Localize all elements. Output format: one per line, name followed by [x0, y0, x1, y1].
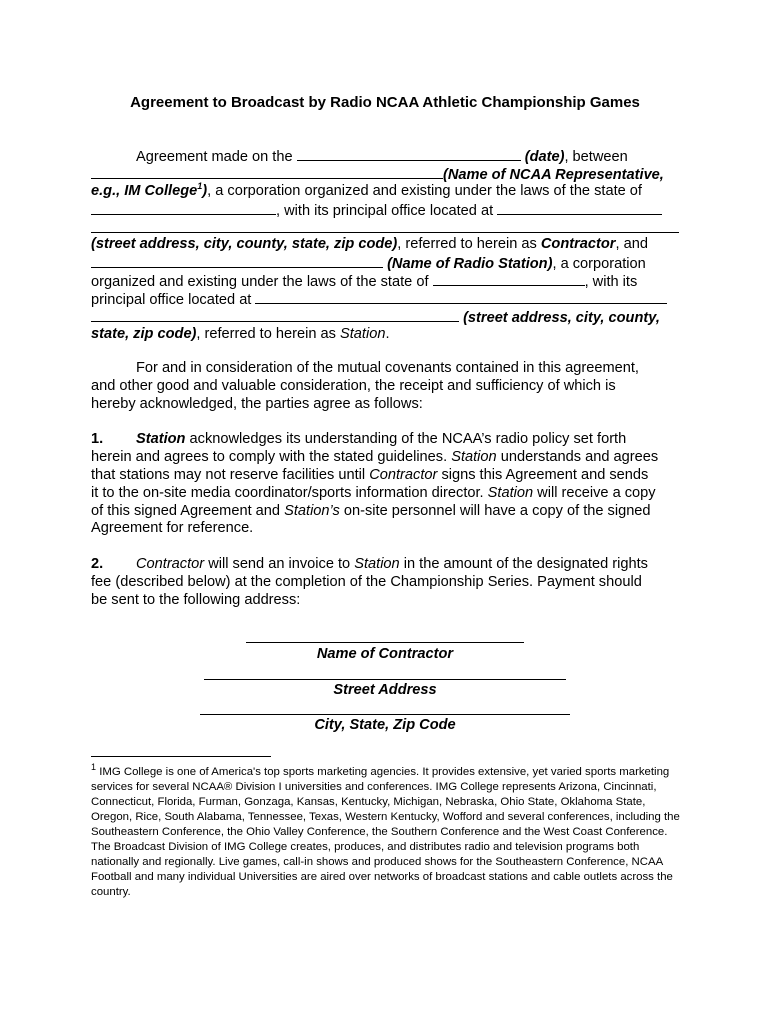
contractor-name-line[interactable]	[246, 642, 524, 643]
office-location-field[interactable]	[497, 201, 662, 215]
clause-1-line-4b: Station	[487, 484, 534, 501]
radio-station-name-field[interactable]	[91, 254, 383, 268]
clause-1-line-5c: on-site personnel will have a copy of the signed	[343, 502, 651, 519]
clause-2-line-2: fee (described below) at the completion of the Championship Series. Payment should	[91, 573, 642, 590]
principal-located-text: principal office located at	[91, 292, 252, 309]
clause-1-number: 1.	[91, 431, 104, 447]
clause-1-station: Station	[136, 431, 186, 447]
footnote-mark: 1	[91, 762, 97, 773]
street-address-line[interactable]	[204, 679, 566, 680]
clause-1-line-1: acknowledges its understanding of the NCAA’s radio policy set forth	[189, 431, 627, 447]
city-state-zip-label: City, State, Zip Code	[314, 717, 456, 733]
contractor-name-label: Name of Contractor	[316, 646, 454, 662]
clause-1-line-2c: understands and agrees	[500, 448, 659, 465]
clause-1-line-2b: Station	[451, 448, 497, 465]
footnote-reference[interactable]: 1	[197, 180, 203, 191]
clause-2-line-1a: will send an invoice to	[208, 556, 351, 572]
address-label: (street address, city, county, state, zip code)	[91, 236, 398, 253]
clause-1-line-5b: Station’s	[284, 502, 340, 519]
clause-1-line-5a: of this signed Agreement and	[91, 502, 281, 519]
page-title: Agreement to Broadcast by Radio NCAA Athletic Championship Games	[130, 94, 640, 111]
organized-text: organized and existing under the laws of the state of	[91, 274, 429, 291]
consideration-paragraph	[91, 360, 679, 414]
radio-station-label: (Name of Radio Station)	[387, 256, 553, 273]
clause-1-line-3a: that stations may not reserve facilities until	[91, 466, 366, 483]
clause-1-line-6: Agreement for reference.	[91, 520, 254, 537]
principal-office-text: , with its principal office located at	[276, 202, 494, 219]
station-state-field[interactable]	[433, 272, 585, 286]
clause-1-line-3b: Contractor	[369, 466, 438, 483]
station-address-label-2: state, zip code)	[91, 325, 197, 342]
office-location-field-2[interactable]	[91, 219, 679, 233]
clause-1	[91, 431, 679, 538]
footnote-separator	[91, 756, 271, 757]
clause-2	[91, 556, 679, 610]
station-address-label: (street address, city, county,	[463, 310, 660, 327]
representative-label: (Name of NCAA Representative,	[443, 166, 664, 183]
footnote-text: IMG College is one of America's top sports marketing agencies. It provides extensive, yet varied sports marketing services for several NCAA® Division I universities and conferences. IMG College represents Arizona, Cincinnati, Connecticut, Florida, Furman, Gonzaga, Kansas, Kentucky, Michigan, Nebraska, Ohio State, Oklahoma State, Oregon, Rice, South Alabama, Tennessee, Texas, Western Kentucky, Wofford and several conferences, including the Southeastern Conference, the Ohio Valley Conference, the Southern Conference and the West Coast Conference. The Broadcast Division of IMG College creates, produces, and distributes radio and television programs both nationally and regionally. Live games, call-in shows and produced shows for the Southeastern Conference, NCAA Football and many individual Universities are aired over networks of broadcast stations and cable outlets across the country.	[91, 766, 680, 898]
corporation-text: , a corporation organized and existing under the laws of the state of	[207, 182, 642, 199]
consideration-line-2: and other good and valuable consideration, the receipt and sufficiency of which is	[91, 377, 616, 394]
clause-1-line-2a: herein and agrees to comply with the stated guidelines.	[91, 448, 448, 465]
intro-made-on: Agreement made on the	[136, 149, 293, 165]
date-label: (date)	[524, 149, 565, 165]
consideration-line-3: hereby acknowledged, the parties agree as follows:	[91, 395, 423, 412]
representative-example: e.g., IM College	[91, 182, 198, 199]
state-field[interactable]	[91, 201, 276, 215]
intro-paragraph	[91, 147, 679, 344]
clause-2-line-3: be sent to the following address:	[91, 591, 301, 608]
station-term: Station	[340, 325, 386, 342]
clause-2-line-1b: Station	[354, 556, 400, 572]
contractor-term: Contractor	[540, 236, 616, 253]
clause-1-line-4a: it to the on-site media coordinator/sports information director.	[91, 484, 484, 501]
clause-2-number: 2.	[91, 556, 104, 572]
clause-1-line-4c: will receive a copy	[537, 484, 656, 501]
date-field[interactable]	[297, 147, 521, 161]
clause-2-contractor: Contractor	[136, 556, 205, 572]
between-text: , between	[564, 149, 628, 165]
consideration-line-1: For and in consideration of the mutual covenants contained in this agreement,	[136, 360, 639, 376]
station-office-field-2[interactable]	[91, 308, 459, 322]
period: .	[385, 325, 390, 342]
footnote	[91, 762, 681, 900]
representative-example-close: )	[202, 182, 208, 199]
with-its-text: , with its	[584, 274, 638, 291]
and-text: , and	[615, 236, 648, 253]
clause-2-line-1c: in the amount of the designated rights	[403, 556, 648, 572]
clause-1-line-3c: signs this Agreement and sends	[441, 466, 649, 483]
street-address-label: Street Address	[333, 682, 437, 698]
representative-name-field[interactable]	[91, 165, 443, 179]
station-office-field[interactable]	[255, 290, 667, 304]
referred-contractor-text: , referred to herein as	[397, 236, 537, 253]
referred-station-text: , referred to herein as	[196, 325, 336, 342]
a-corporation-text: , a corporation	[552, 256, 646, 273]
city-state-zip-line[interactable]	[200, 714, 570, 715]
